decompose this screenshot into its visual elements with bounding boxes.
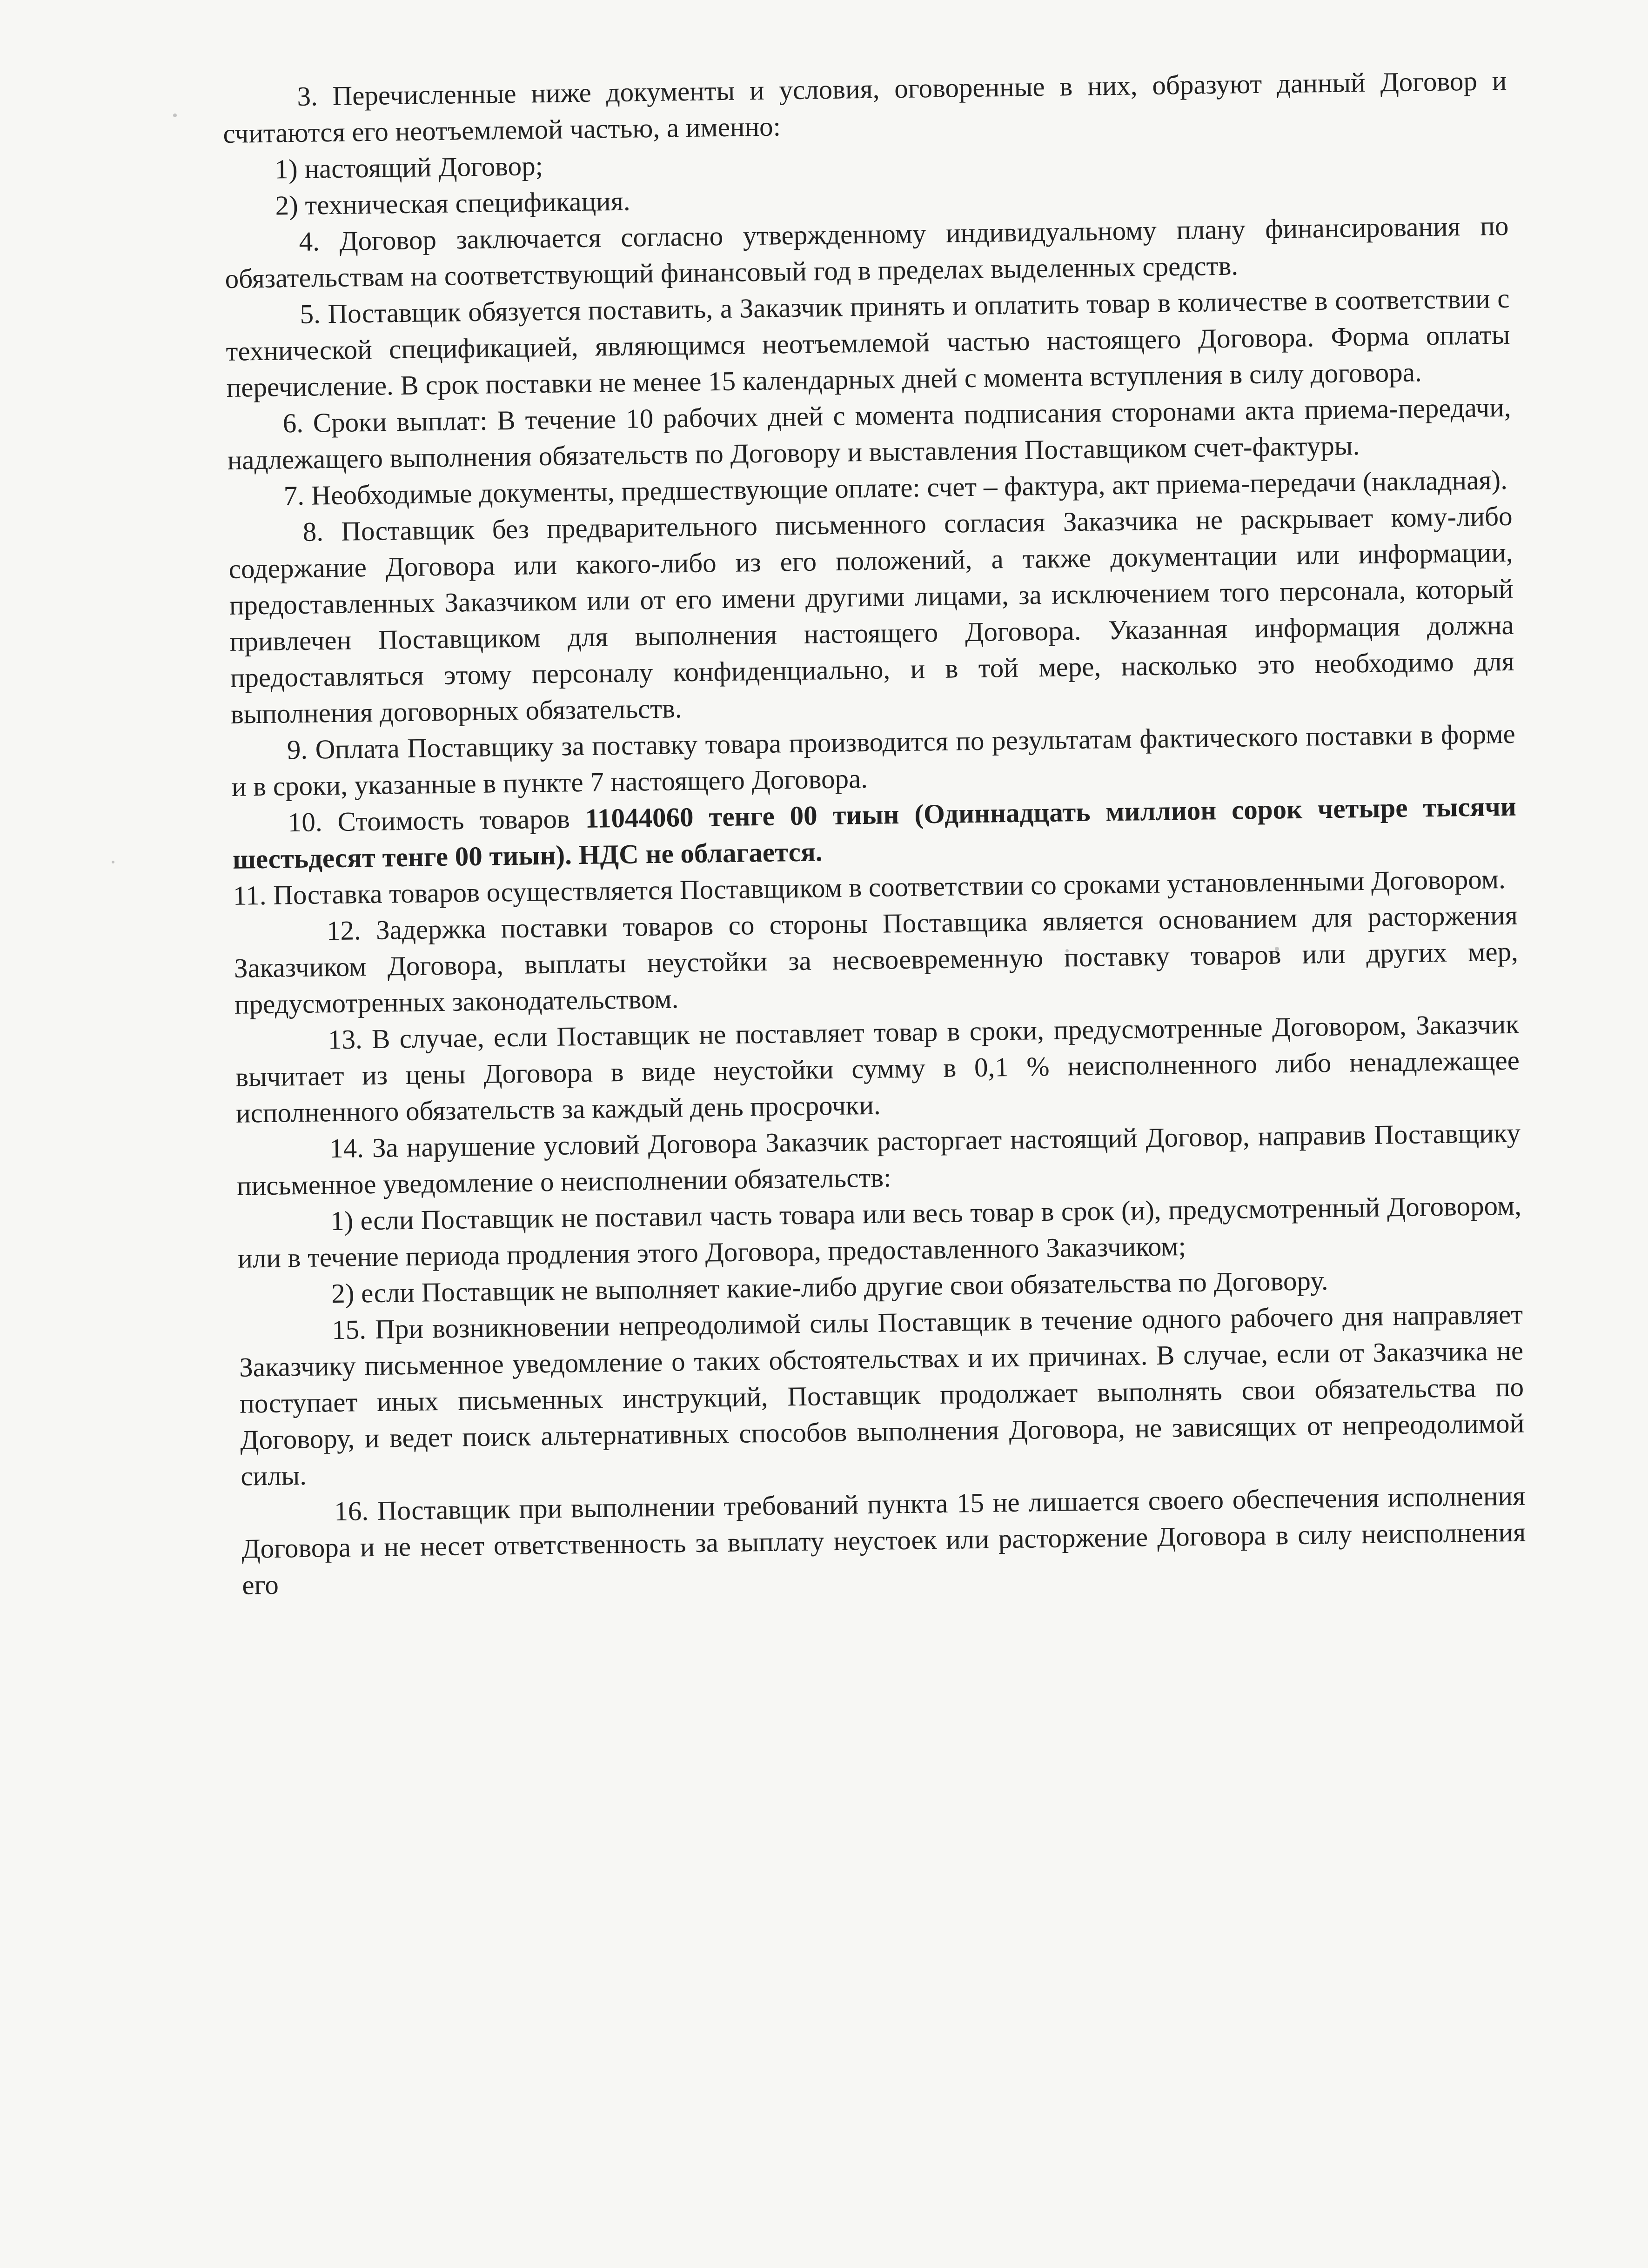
clause-13: 13. В случае, если Поставщик не поставляет товар в сроки, предусмотренные Договором, Заказчик вычитает из цены Договора в виде неустойки сумму в 0,1 % неисполненного либо ненадлежащее исполненного обязательств за каждый день просрочки. [235,1008,1520,1129]
contract-body [222,62,1527,1603]
scan-speck [112,861,114,863]
clause-4: 4. Договор заключается согласно утвержденному индивидуальному плану финансирования по обязательствам на соответствующий финансовый год в пределах выделенных средств. [225,210,1509,294]
clause-8: 8. Поставщик без предварительного письменного согласия Заказчика не раскрывает кому-либо содержание Договора или какого-либо из его положений, а также документации или информации, предоставленных Заказчиком или от его имени другими лицами, за исключением того персонала, который привлечен Поставщиком для выполнения настоящего Договора. Указанная информация должна предоставляться этому персоналу конфиденциально, и в той мере, насколько это необходимо для выполнения договорных обязательств. [228,500,1515,729]
clause-16: 16. Поставщик при выполнении требований пункта 15 не лишается своего обеспечения исполнения Договора и не несет ответственность за выплату неустоек или расторжение Договора в силу неисполнения его [241,1480,1526,1600]
clause-14-item-2: 2) если Поставщик не выполняет какие-либо другие свои обязательства по Договору. [331,1265,1328,1309]
clause-14-item-1: 1) если Поставщик не поставил часть товара или весь товар в срок (и), предусмотренный Договором, или в течение периода продления этого Договора, предоставленного Заказчиком; [237,1190,1522,1274]
clause-6: 6. Сроки выплат: В течение 10 рабочих дней с момента подписания сторонами акта приема-передачи, надлежащего выполнения обязательств по Договору и выставления Поставщиком счет-фактуры. [227,391,1511,475]
clause-7: 7. Необходимые документы, предшествующие оплате: счет – фактура, акт приема-передачи (накладная). [283,464,1508,511]
clause-3-item-1: 1) настоящий Договор; [275,150,543,185]
clause-15: 15. При возникновении непреодолимой силы Поставщик в течение одного рабочего дня направляет Заказчику письменное уведомление о таких обстоятельствах и их причинах. В случае, если от Заказчика не поступает иных письменных инструкций, Поставщик продолжает выполнять свои обязательства по Договору, и ведет поиск альтернативных способов выполнения Договора, не зависящих от непреодолимой силы. [239,1298,1525,1492]
clause-10-prefix: 10. Стоимость товаров [288,803,586,838]
clause-9: 9. Оплата Поставщику за поставку товара производится по результатам фактического поставки в форме и в сроки, указанные в пункте 7 настоящего Договора. [231,718,1516,802]
scan-speck [173,114,177,117]
clause-3-item-2: 2) техническая спецификация. [275,185,630,221]
clause-3: 3. Перечисленные ниже документы и условия, оговоренные в них, образуют данный Договор и считаются его неотъемлемой частью, а именно: [223,65,1507,149]
contract-price: 11044060 тенге 00 тиын (Одиннадцать миллион сорок четыре тысячи шестьдесят тенге 00 тиын). НДС не облагается. [232,790,1517,875]
clause-12: 12. Задержка поставки товаров со стороны Поставщика является основанием для расторжения Заказчиком Договора, выплаты неустойки за несвоевременную поставку товаров или других мер, предусмотренных законодательством. [234,899,1519,1020]
clause-14: 14. За нарушение условий Договора Заказчик расторгает настоящий Договор, направив Поставщику письменное уведомление о неисполнении обязательств: [236,1117,1521,1201]
clause-5: 5. Поставщик обязуется поставить, а Заказчик принять и оплатить товар в количестве в соответствии с технической спецификацией, являющимся неотъемлемой частью настоящего Договора. Форма оплаты перечисление. В срок поставки не менее 15 календарных дней с момента вступления в силу договора. [226,282,1510,403]
clause-11: 11. Поставка товаров осуществляется Поставщиком в соответствии со сроками установленными Договором. [233,863,1506,911]
